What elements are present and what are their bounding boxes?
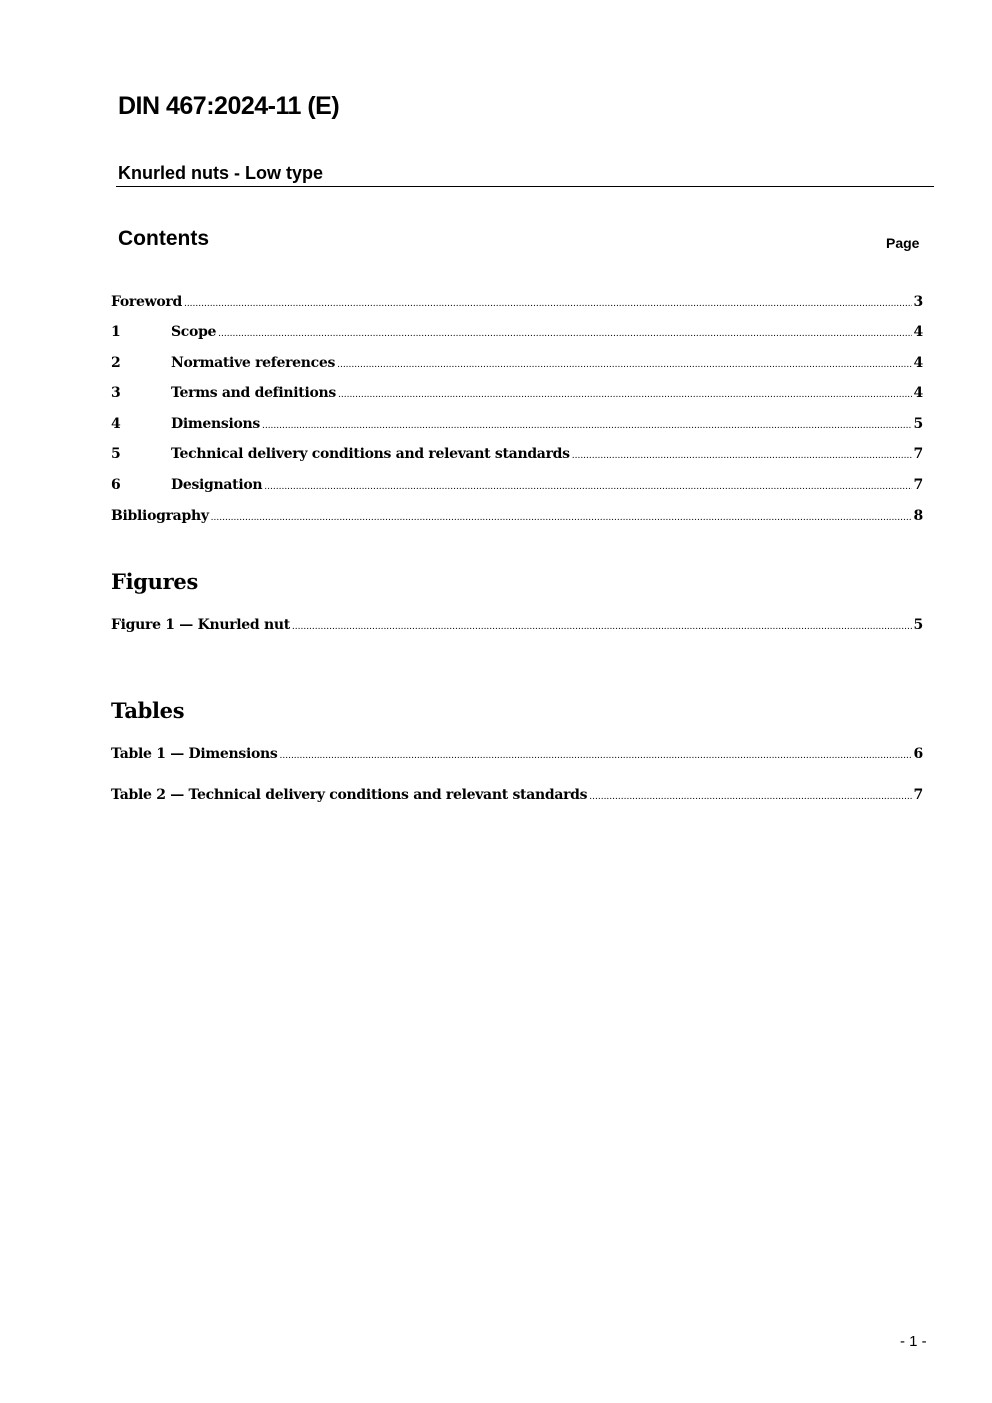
toc-entry-title: Scope — [171, 324, 217, 340]
toc-entry-normative-references[interactable] — [111, 355, 923, 375]
toc-entry-page: 4 — [913, 385, 923, 401]
toc-leader-dots — [589, 792, 911, 802]
table-entry-dimensions[interactable] — [111, 746, 923, 766]
toc-entry-page: 7 — [913, 446, 923, 462]
toc-leader-dots — [211, 513, 912, 523]
toc-entry-page: 8 — [913, 508, 923, 524]
figures-heading: Figures — [111, 569, 198, 594]
toc-leader-dots — [337, 360, 911, 370]
tables-heading: Tables — [111, 698, 185, 723]
toc-entry-terms-and-definitions[interactable] — [111, 385, 923, 405]
figure-entry-page: 5 — [913, 617, 923, 633]
toc-entry-title: Normative references — [171, 355, 336, 371]
toc-entry-title: Dimensions — [171, 416, 260, 432]
toc-leader-dots — [572, 451, 912, 461]
document-subtitle: Knurled nuts - Low type — [118, 163, 323, 183]
toc-entry-bibliography[interactable] — [111, 508, 923, 528]
toc-leader-dots — [280, 751, 912, 761]
contents-heading: Contents — [118, 227, 209, 250]
table-entry-title: Table 1 — Dimensions — [111, 746, 278, 762]
subtitle-rule — [116, 186, 934, 187]
toc-entry-title: Terms and definitions — [171, 385, 336, 401]
document-id: DIN 467:2024-11 (E) — [118, 92, 340, 120]
toc-entry-dimensions[interactable] — [111, 416, 923, 436]
toc-entry-number: 1 — [111, 324, 121, 340]
toc-entry-designation[interactable] — [111, 477, 923, 497]
toc-entry-page: 4 — [913, 324, 923, 340]
toc-entry-number: 4 — [111, 416, 121, 432]
table-entry-page: 7 — [913, 787, 923, 803]
table-entry-page: 6 — [913, 746, 923, 762]
toc-leader-dots — [184, 299, 912, 309]
toc-entry-page: 7 — [913, 477, 923, 493]
toc-leader-dots — [264, 482, 911, 492]
figure-entry-knurled-nut[interactable] — [111, 617, 923, 637]
toc-entry-foreword[interactable] — [111, 294, 923, 314]
toc-entry-scope[interactable] — [111, 324, 923, 344]
table-entry-title: Table 2 — Technical delivery conditions and relevant standards — [111, 787, 588, 803]
toc-entry-page: 5 — [913, 416, 923, 432]
toc-leader-dots — [338, 390, 912, 400]
toc-entry-number: 3 — [111, 385, 121, 401]
toc-entry-title: Designation — [171, 477, 263, 493]
figure-entry-title: Figure 1 — Knurled nut — [111, 617, 290, 633]
toc-entry-number: 6 — [111, 477, 121, 493]
toc-entry-page: 3 — [913, 294, 923, 310]
toc-entry-title: Technical delivery conditions and relevant standards — [171, 446, 570, 462]
toc-entry-page: 4 — [913, 355, 923, 371]
table-entry-technical-delivery-conditions[interactable] — [111, 787, 923, 807]
toc-entry-title: Bibliography — [111, 508, 209, 524]
toc-entry-technical-delivery-conditions[interactable] — [111, 446, 923, 466]
toc-leader-dots — [262, 421, 912, 431]
page-column-label: Page — [886, 235, 920, 251]
page-number: - 1 - — [900, 1333, 927, 1350]
toc-entry-number: 2 — [111, 355, 121, 371]
toc-leader-dots — [292, 622, 912, 632]
toc-leader-dots — [218, 329, 911, 339]
toc-entry-number: 5 — [111, 446, 121, 462]
toc-entry-title: Foreword — [111, 294, 182, 310]
